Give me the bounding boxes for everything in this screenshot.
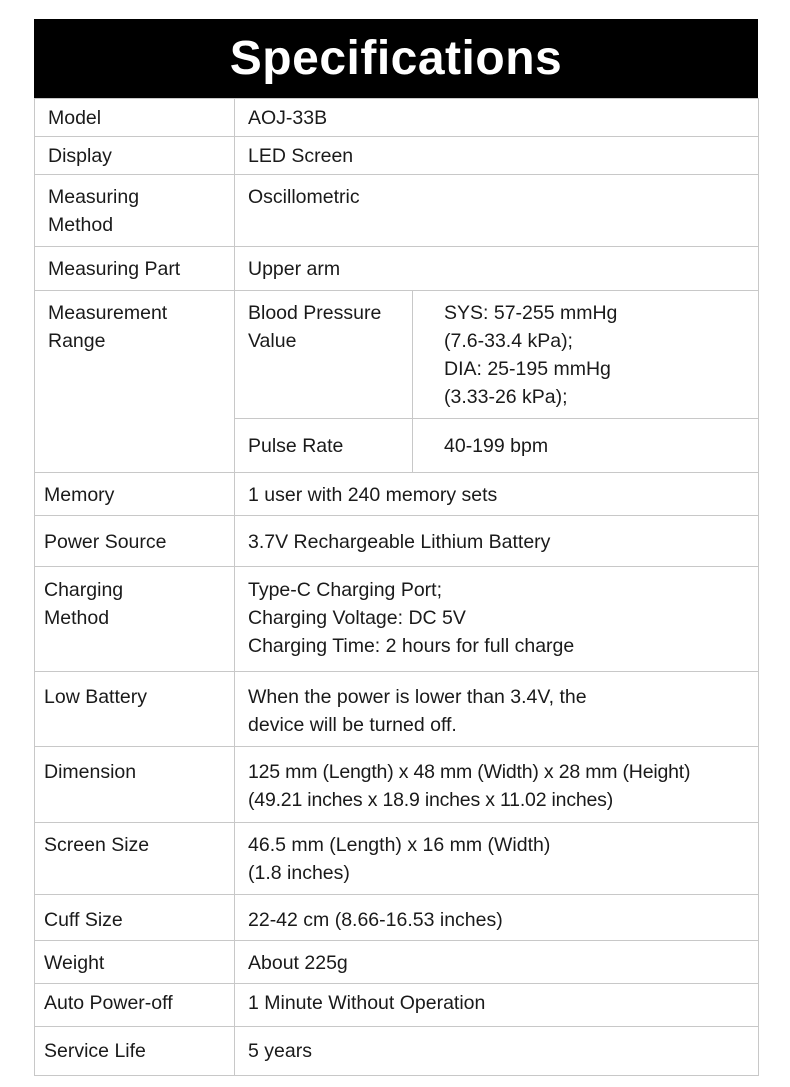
table-row-service-life (35, 1027, 759, 1076)
table-row-measuring-part (35, 247, 759, 291)
spec-label: Charging Method (35, 567, 235, 672)
spec-value: 3.7V Rechargeable Lithium Battery (235, 516, 759, 567)
table-row-power-source (35, 516, 759, 567)
spec-value: 46.5 mm (Length) x 16 mm (Width) (1.8 inches) (235, 823, 759, 895)
spec-value: LED Screen (235, 137, 759, 175)
spec-value: 1 Minute Without Operation (235, 984, 759, 1027)
table-row-model (35, 99, 759, 137)
table-row-measurement-range (35, 291, 759, 419)
spec-label: Screen Size (35, 823, 235, 895)
sub-label-blood-pressure: Blood Pressure Value (235, 291, 413, 419)
spec-label: Weight (35, 941, 235, 984)
spec-label: Measuring Method (35, 175, 235, 247)
spec-label: Power Source (35, 516, 235, 567)
spec-value: 125 mm (Length) x 48 mm (Width) x 28 mm (Height) (49.21 inches x 18.9 inches x 11.02 inches) (235, 747, 759, 823)
spec-label: Cuff Size (35, 895, 235, 941)
table-row-dimension (35, 747, 759, 823)
spec-value: 5 years (235, 1027, 759, 1076)
spec-label: Dimension (35, 747, 235, 823)
spec-value-blood-pressure: SYS: 57-255 mmHg (7.6-33.4 kPa); DIA: 25-195 mmHg (3.33-26 kPa); (413, 291, 759, 419)
spec-value: Upper arm (235, 247, 759, 291)
spec-value: About 225g (235, 941, 759, 984)
spec-label: Auto Power-off (35, 984, 235, 1027)
spec-value: AOJ-33B (235, 99, 759, 137)
table-row-auto-power-off (35, 984, 759, 1027)
table-row-charging-method (35, 567, 759, 672)
spec-value-pulse-rate: 40-199 bpm (413, 419, 759, 473)
spec-label: Service Life (35, 1027, 235, 1076)
spec-value: Oscillometric (235, 175, 759, 247)
table-row-low-battery (35, 672, 759, 747)
spec-value: 1 user with 240 memory sets (235, 473, 759, 516)
page-title: Specifications (34, 19, 758, 98)
spec-label: Model (35, 99, 235, 137)
table-row-measuring-method (35, 175, 759, 247)
spec-label: Display (35, 137, 235, 175)
spec-label: Measurement Range (35, 291, 235, 473)
specifications-table (34, 98, 759, 1076)
spec-label: Measuring Part (35, 247, 235, 291)
table-row-display (35, 137, 759, 175)
spec-value: When the power is lower than 3.4V, the device will be turned off. (235, 672, 759, 747)
table-row-screen-size (35, 823, 759, 895)
spec-label: Memory (35, 473, 235, 516)
spec-label: Low Battery (35, 672, 235, 747)
table-row-cuff-size (35, 895, 759, 941)
sub-label-pulse-rate: Pulse Rate (235, 419, 413, 473)
spec-value: Type-C Charging Port; Charging Voltage: DC 5V Charging Time: 2 hours for full charge (235, 567, 759, 672)
specifications-sheet (34, 19, 758, 1076)
table-row-memory (35, 473, 759, 516)
table-row-weight (35, 941, 759, 984)
spec-value: 22-42 cm (8.66-16.53 inches) (235, 895, 759, 941)
